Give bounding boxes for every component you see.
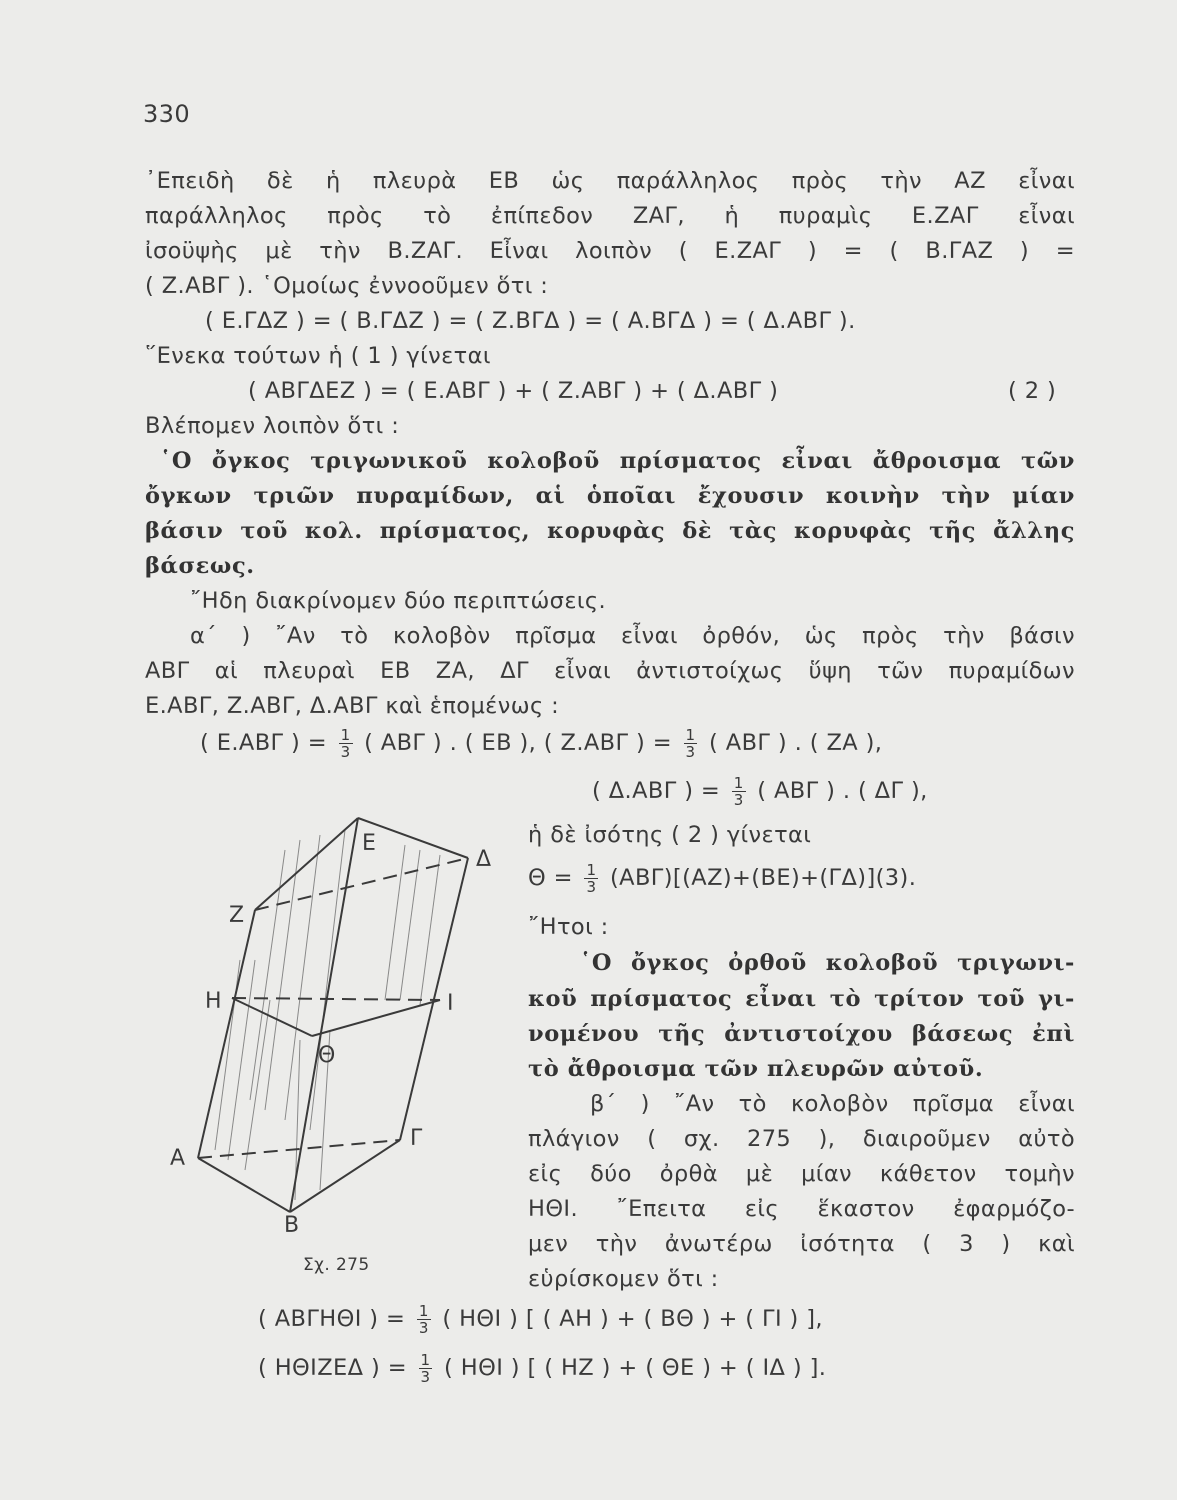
eq-part: ( Δ.ΑΒΓ ) = <box>592 778 721 804</box>
edge-ZA <box>198 910 255 1158</box>
vertex-label-G: Γ <box>410 1126 423 1151</box>
edge-THI <box>312 1000 440 1036</box>
theorem-line: νομένου τῆς ἀντιστοίχου βάσεως ἐπὶ <box>528 1021 1075 1047</box>
text-line: Ε.ΑΒΓ, Ζ.ΑΒΓ, Δ.ΑΒΓ καὶ ἑπομένως : <box>145 693 560 719</box>
face-hatching <box>215 830 440 1200</box>
text-line: α΄ ) ῎Αν τὸ κολοβὸν πρῖσμα εἶναι ὀρθόν, ὡς πρὸς τὴν βάσιν <box>190 623 1075 649</box>
text-line: εὑρίσκομεν ὅτι : <box>528 1266 719 1292</box>
eq-part: (ΑΒΓ)[(ΑΖ)+(ΒΕ)+(ΓΔ)](3). <box>610 865 917 891</box>
eq-part: ( ΗΘΙ ) [ ( ΗΖ ) + ( ΘΕ ) + ( ΙΔ ) ]. <box>444 1355 827 1381</box>
eq-part: ( ΗΘΙ ) [ ( ΑΗ ) + ( ΒΘ ) + ( ΓΙ ) ], <box>442 1306 823 1332</box>
text-line: παράλληλος πρὸς τὸ ἐπίπεδον ΖΑΓ, ἡ πυραμὶς Ε.ΖΑΓ εἶναι <box>145 203 1075 229</box>
eq-part: ( Ε.ΑΒΓ ) = <box>200 730 327 756</box>
fraction-one-third <box>584 862 598 895</box>
fraction-den: 3 <box>733 791 744 809</box>
equation-line <box>200 727 882 760</box>
vertex-label-H: Η <box>205 989 222 1014</box>
equation-line <box>258 1303 823 1336</box>
vertex-label-Z: Ζ <box>229 903 245 928</box>
theorem-line: βάσεως. <box>145 553 255 579</box>
fraction-num: 1 <box>420 1351 431 1369</box>
edge-EB <box>290 818 358 1212</box>
vertex-label-D: Δ <box>476 847 492 872</box>
text-line: ῎Ητοι : <box>528 914 609 940</box>
fraction-one-third <box>732 775 746 808</box>
text-line: β΄ ) ῎Αν τὸ κολοβὸν πρῖσμα εἶναι <box>590 1091 1075 1117</box>
equation-line: ( Ε.ΓΔΖ ) = ( Β.ΓΔΖ ) = ( Ζ.ΒΓΔ ) = ( Α.ΒΓΔ ) = ( Δ.ΑΒΓ ). <box>205 308 856 334</box>
text-line: ἰσοϋψὴς μὲ τὴν Β.ΖΑΓ. Εἶναι λοιπὸν ( Ε.ΖΑΓ ) = ( Β.ΓΑΖ ) = <box>145 238 1075 264</box>
prism-figure <box>160 805 520 1275</box>
text-line: ᾿Επειδὴ δὲ ἡ πλευρὰ ΕΒ ὡς παράλληλος πρὸς τὴν ΑΖ εἶναι <box>145 168 1075 194</box>
fraction-one-third <box>339 727 353 760</box>
text-line: ( Ζ.ΑΒΓ ). ῾Ομοίως ἐννοοῦμεν ὅτι : <box>145 273 549 299</box>
vertex-label-E: Ε <box>362 831 376 856</box>
figure-caption: Σχ. 275 <box>303 1255 370 1275</box>
fraction-one-third <box>417 1303 431 1336</box>
fraction-den: 3 <box>685 743 696 761</box>
eq-part: ( ΑΒΓ ) . ( ΕΒ ), ( Ζ.ΑΒΓ ) = <box>364 730 672 756</box>
fraction-num: 1 <box>685 726 696 744</box>
eq-part: ( ΑΒΓ ) . ( ΖΑ ), <box>709 730 883 756</box>
theorem-line: βάσιν τοῦ κολ. πρίσματος, κορυφὰς δὲ τὰς κορυφὰς τῆς ἄλλης <box>145 518 1075 544</box>
text-line: ἡ δὲ ἰσότης ( 2 ) γίνεται <box>528 822 812 848</box>
vertex-label-A: Α <box>170 1146 186 1171</box>
equation-line <box>528 862 916 895</box>
fraction-num: 1 <box>733 774 744 792</box>
text-line: ΑΒΓ αἱ πλευραὶ ΕΒ ΖΑ, ΔΓ εἶναι ἀντιστοίχως ὕψη τῶν πυραμίδων <box>145 658 1075 684</box>
eq-part: ( ΑΒΓΗΘΙ ) = <box>258 1306 406 1332</box>
edge-BG <box>290 1140 400 1212</box>
text-line: ΗΘΙ. ῎Επειτα εἰς ἕκαστον ἐφαρμόζο- <box>528 1196 1075 1222</box>
text-line: ῞Ενεκα τούτων ἡ ( 1 ) γίνεται <box>145 343 491 369</box>
fraction-num: 1 <box>418 1302 429 1320</box>
text-line: πλάγιον ( σχ. 275 ), διαιροῦμεν αὐτὸ <box>528 1126 1075 1152</box>
eq-part: ( ΗΘΙΖΕΔ ) = <box>258 1355 407 1381</box>
theorem-line: ῾Ο ὄγκος ὀρθοῦ κολοβοῦ τριγωνι- <box>580 950 1075 976</box>
fraction-one-third <box>684 727 698 760</box>
text-line: Βλέπομεν λοιπὸν ὅτι : <box>145 413 400 439</box>
eq-part: ( ΑΒΓ ) . ( ΔΓ ), <box>757 778 928 804</box>
vertex-label-B: Β <box>284 1213 300 1238</box>
theorem-line: τὸ ἄθροισμα τῶν πλευρῶν αὐτοῦ. <box>528 1056 984 1082</box>
fraction-den: 3 <box>420 1368 431 1386</box>
edge-AB <box>198 1158 290 1212</box>
page-number: 330 <box>143 100 191 128</box>
edge-HI-hidden <box>232 998 440 1000</box>
fraction-num: 1 <box>340 726 351 744</box>
fraction-one-third <box>419 1352 433 1385</box>
equation-line <box>258 1352 826 1385</box>
fraction-den: 3 <box>586 878 597 896</box>
text-line: ῎Ηδη διακρίνομεν δύο περιπτώσεις. <box>190 588 607 614</box>
equation-line <box>592 775 928 808</box>
fraction-den: 3 <box>340 743 351 761</box>
vertex-label-I: Ι <box>447 991 454 1016</box>
text-line: εἰς δύο ὀρθὰ μὲ μίαν κάθετον τομὴν <box>528 1161 1075 1187</box>
fraction-num: 1 <box>586 861 597 879</box>
eq-part: Θ = <box>528 865 573 891</box>
theorem-line: κοῦ πρίσματος εἶναι τὸ τρίτον τοῦ γι- <box>528 986 1075 1012</box>
vertex-label-TH: Θ <box>318 1043 336 1068</box>
theorem-line: ὄγκων τριῶν πυραμίδων, αἱ ὁποῖαι ἔχουσιν κοινὴν τὴν μίαν <box>145 483 1075 509</box>
equation-number: ( 2 ) <box>1008 378 1057 404</box>
theorem-line: ῾Ο ὄγκος τριγωνικοῦ κολοβοῦ πρίσματος εἶναι ἄθροισμα τῶν <box>160 448 1075 474</box>
text-line: μεν τὴν ἀνωτέρω ἰσότητα ( 3 ) καὶ <box>528 1231 1075 1257</box>
edge-HTH <box>232 998 312 1036</box>
equation-line: ( ΑΒΓΔΕΖ ) = ( Ε.ΑΒΓ ) + ( Ζ.ΑΒΓ ) + ( Δ.ΑΒΓ ) <box>248 378 779 404</box>
fraction-den: 3 <box>418 1319 429 1337</box>
edge-EZ <box>255 818 358 910</box>
